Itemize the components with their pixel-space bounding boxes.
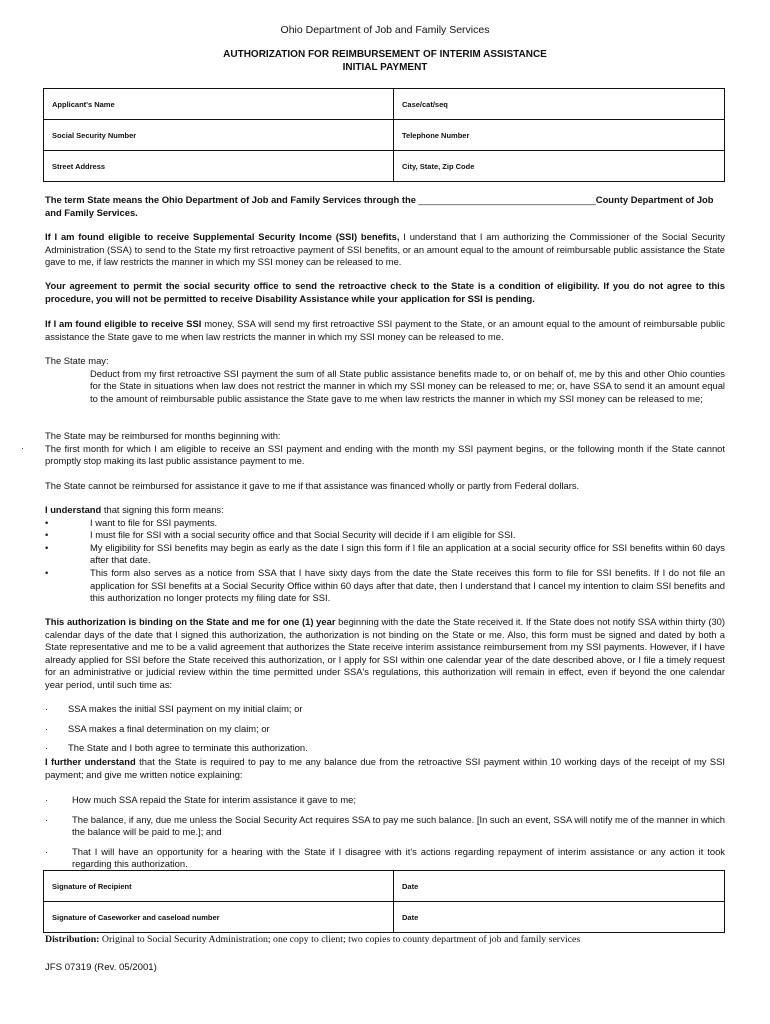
signature-table: [43, 870, 725, 933]
further-text: that the State is required to pay to me any balance due from the retroactive SSI payment within 10 working days of the receipt of my SSI payment; and give me written notice explaining:: [45, 756, 725, 780]
paragraph-condition: Your agreement to permit the social security office to send the retroactive check to the State is a condition of eligibility. If you do not agree to this procedure, you will not be permitted to receive Disability Assistance while your application for SSI is pending.: [45, 280, 725, 304]
reimbursement-text: The first month for which I am eligible to receive an SSI payment and ending with the month my SSI payment begins, or the following month if the State cannot promptly stop making its last public assistance payment to me.: [45, 442, 725, 467]
binding-section: [45, 616, 725, 692]
reimbursement-label: The State may be reimbursed for months beginning with:: [45, 430, 281, 441]
state-may-label: The State may:: [45, 355, 109, 366]
distribution-label: Distribution:: [45, 934, 100, 945]
state-may-section: [45, 355, 725, 405]
caseworker-signature-field[interactable]: Signature of Caseworker and caseload number: [44, 902, 394, 933]
understand-intro: that signing this form means:: [101, 504, 224, 515]
state-may-text: Deduct from my first retroactive SSI payment the sum of all State public assistance benefits made to, or on behalf of, me by this and other Ohio counties for the State in situations when law does not restrict the manner in which my SSI money can be released to me; or, have SSA to send it an amount equal to the amount of reimbursable public assistance the State gave to me when law restricts the manner in which my SSI money can be released to me;: [90, 367, 725, 404]
bullet-icon: •: [45, 516, 49, 528]
table-row: [44, 871, 725, 902]
bullet-icon: •: [45, 529, 49, 541]
distribution-text: Original to Social Security Administration; one copy to client; two copies to county department of job and family services: [99, 934, 581, 945]
paragraph-lead: If I am found eligible to receive SSI: [45, 318, 202, 329]
bullet-icon: ·: [45, 742, 49, 754]
form-title-line2: INITIAL PAYMENT: [342, 62, 428, 73]
distribution-note: [45, 934, 580, 945]
form-title: [0, 48, 770, 74]
paragraph-retroactive: [45, 318, 725, 343]
applicant-info-table: [43, 88, 725, 182]
notice-list: [45, 794, 725, 871]
list-item: · SSA makes the initial SSI payment on my initial claim; or: [45, 703, 303, 714]
list-item: · The balance, if any, due me unless the Social Security Act requires SSA to pay me such balance. [In such an event, SSA will notify me of the manner in which the balance will be paid to me.]; and: [45, 813, 725, 838]
further-lead: I further understand: [45, 756, 136, 767]
bullet-icon: ·: [45, 845, 49, 857]
form-title-line1: AUTHORIZATION FOR REIMBURSEMENT OF INTERIM ASSISTANCE: [223, 49, 547, 60]
understand-section: [45, 504, 725, 605]
table-row: [44, 89, 725, 120]
telephone-field[interactable]: Telephone Number: [394, 120, 725, 151]
recipient-date-field[interactable]: Date: [394, 871, 725, 902]
state-definition-text: The term State means the Ohio Department of Job and Family Services through the: [45, 194, 419, 205]
bullet-icon: •: [45, 566, 49, 578]
applicant-name-field[interactable]: Applicant's Name: [44, 89, 394, 120]
recipient-signature-field[interactable]: Signature of Recipient: [44, 871, 394, 902]
agency-name: Ohio Department of Job and Family Services: [280, 24, 490, 36]
binding-text: beginning with the date the State received it. If the State does not notify SSA within thirty (30) calendar days of the date that I signed this authorization, the authorization is not binding on the State or me. Also, this form must be signed and dated by both a State representative and me to be a valid agreement that authorizes the State receive interim assistance reimbursement from my SSI payments. However, if I have already applied for SSI before the State received this authorization, or I apply for SSI within one calendar year of the date described above, or I file a timely request for an administrative or judicial review within the time permitted under SSA's regulations, this authorization will remain in effect, even if beyond the one calendar year period, until such time as:: [45, 616, 726, 690]
bullet-icon: ·: [45, 722, 49, 734]
table-row: [44, 120, 725, 151]
further-section: [45, 756, 725, 781]
ssn-field[interactable]: Social Security Number: [44, 120, 394, 151]
city-state-zip-field[interactable]: City, State, Zip Code: [394, 151, 725, 182]
bullet-icon: ·: [45, 703, 49, 714]
stray-mark: ·: [21, 443, 24, 453]
paragraph-body: money, SSA will send my first retroactive SSI payment to the State, or an amount equal to the amount of reimbursable public assistance the State gave to me when law restricts the manner in which my SSI money can be released to me.: [45, 318, 725, 342]
list-item: · The State and I both agree to terminate this authorization.: [45, 742, 308, 754]
county-blank[interactable]: __________________________________: [418, 194, 596, 205]
list-item: • I must file for SSI with a social security office and that Social Security will decide if I am eligible for SSI.: [45, 529, 516, 541]
list-item: • My eligibility for SSI benefits may begin as early as the date I sign this form if I file an application at a social security office for SSI benefits within 60 days after that date.: [45, 541, 725, 566]
table-row: [44, 902, 725, 933]
list-item: · How much SSA repaid the State for interim assistance it gave to me;: [45, 794, 356, 805]
caseworker-date-field[interactable]: Date: [394, 902, 725, 933]
notice-list-wrap: [45, 794, 725, 878]
state-definition: [45, 194, 725, 219]
understand-list: [45, 517, 725, 605]
understand-lead: I understand: [45, 504, 102, 515]
table-row: [44, 151, 725, 182]
federal-dollars-note: The State cannot be reimbursed for assistance it gave to me if that assistance was financed wholly or partly from Federal dollars.: [45, 480, 580, 491]
list-item: • I want to file for SSI payments.: [45, 516, 218, 528]
termination-list: [45, 703, 725, 755]
state-definition-text-end: County Department of Job and Family Services.: [45, 194, 714, 218]
bullet-icon: ·: [45, 813, 49, 825]
list-item: · That I will have an opportunity for a hearing with the State if I disagree with it's actions regarding repayment of interim assistance or any action it took regarding this authorization.: [45, 845, 725, 870]
paragraph-body: I understand that I am authorizing the Commissioner of the Social Security Administration (SSA) to send to the State my first retroactive payment of SSI benefits, or an amount equal to the amount of reimbursable public assistance the State gave to me, if law restricts the manner in which my SSI money can be released to me.: [45, 231, 725, 268]
list-item: · SSA makes a final determination on my claim; or: [45, 722, 270, 734]
termination-list-wrap: [45, 703, 725, 762]
bullet-icon: ·: [45, 794, 49, 805]
reimbursement-months: [45, 430, 725, 468]
list-item: • This form also serves as a notice from SSA that I have sixty days from the date the State receives this form to file for SSI benefits. If I do not file an application for SSI benefits at a Social Security Office within 60 days after that date, then I understand that I cancel my intention to claim SSI benefits and this authorization no longer protects my filing date for SSI.: [45, 566, 725, 604]
binding-lead: This authorization is binding on the State and me for one (1) year: [45, 616, 336, 627]
case-cat-seq-field[interactable]: Case/cat/seq: [394, 89, 725, 120]
paragraph-lead: If I am found eligible to receive Supplemental Security Income (SSI) benefits,: [45, 231, 400, 242]
street-address-field[interactable]: Street Address: [44, 151, 394, 182]
form-number: JFS 07319 (Rev. 05/2001): [45, 962, 157, 973]
paragraph-eligibility: [45, 231, 725, 269]
bullet-icon: •: [45, 541, 49, 553]
